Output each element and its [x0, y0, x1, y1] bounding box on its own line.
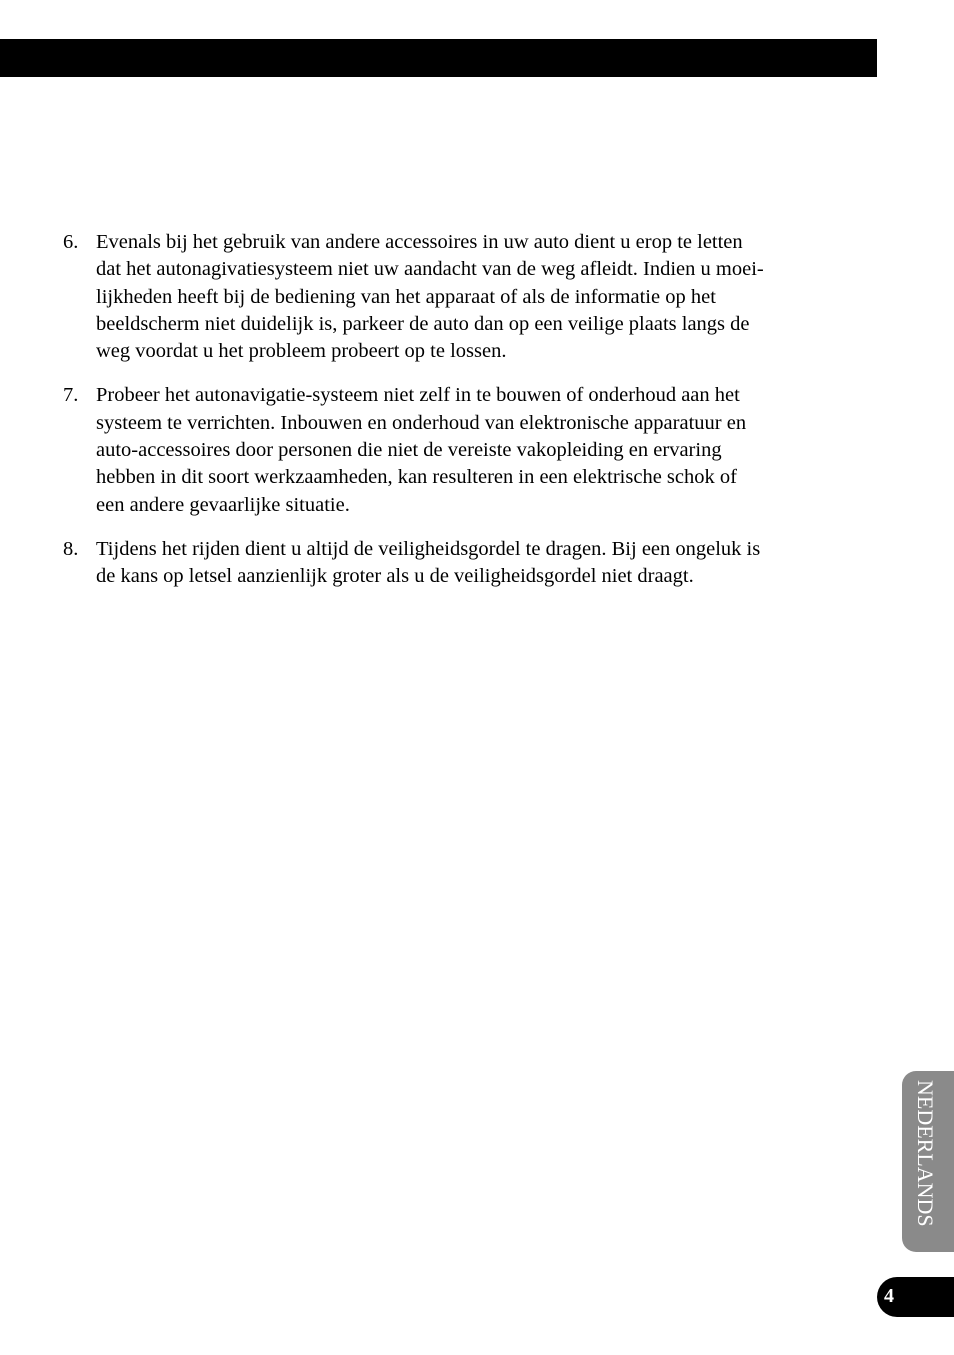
item-text-line: Probeer het autonavigatie-systeem niet zelf in te bouwen of onderhoud aan het — [96, 384, 740, 407]
safety-instructions-list — [62, 229, 842, 608]
item-text-line: beeldscherm niet duidelijk is, parkeer de auto dan op een veilige plaats langs de — [96, 312, 750, 335]
item-text-line: systeem te verrichten. Inbouwen en onderhoud van elektronische apparatuur en — [96, 411, 747, 434]
item-text-line: hebben in dit soort werkzaamheden, kan resulteren in een elektrische schok of — [96, 466, 737, 489]
list-item — [62, 536, 842, 591]
item-text-line: auto-accessoires door personen die niet de vereiste vakopleiding en ervaring — [96, 439, 722, 462]
item-text-line: de kans op letsel aanzienlijk groter als u de veiligheidsgordel niet draagt. — [96, 565, 694, 588]
language-tab-label: NEDERLANDS — [913, 1080, 938, 1227]
header-bar — [0, 39, 877, 77]
item-text — [96, 536, 842, 591]
list-item — [62, 382, 842, 518]
item-text-line: lijkheden heeft bij de bediening van het apparaat of als de informatie op het — [96, 285, 716, 308]
item-text — [96, 229, 842, 365]
item-text — [96, 382, 842, 518]
item-text-line: een andere gevaarlijke situatie. — [96, 493, 350, 516]
item-text-line: dat het autonagivatiesysteem niet uw aandacht van de weg afleidt. Indien u moei- — [96, 258, 764, 281]
item-number: 6. — [63, 231, 79, 253]
page-number: 4 — [884, 1285, 894, 1307]
item-text-line: weg voordat u het probleem probeert op te lossen. — [96, 340, 507, 363]
item-number: 8. — [63, 537, 79, 560]
item-number: 7. — [63, 384, 79, 407]
list-item — [62, 229, 842, 365]
item-text-line: Tijdens het rijden dient u altijd de veiligheidsgordel te dragen. Bij een ongeluk is — [96, 537, 761, 560]
item-text-line: Evenals bij het gebruik van andere accessoires in uw auto dient u erop te letten — [96, 231, 743, 253]
